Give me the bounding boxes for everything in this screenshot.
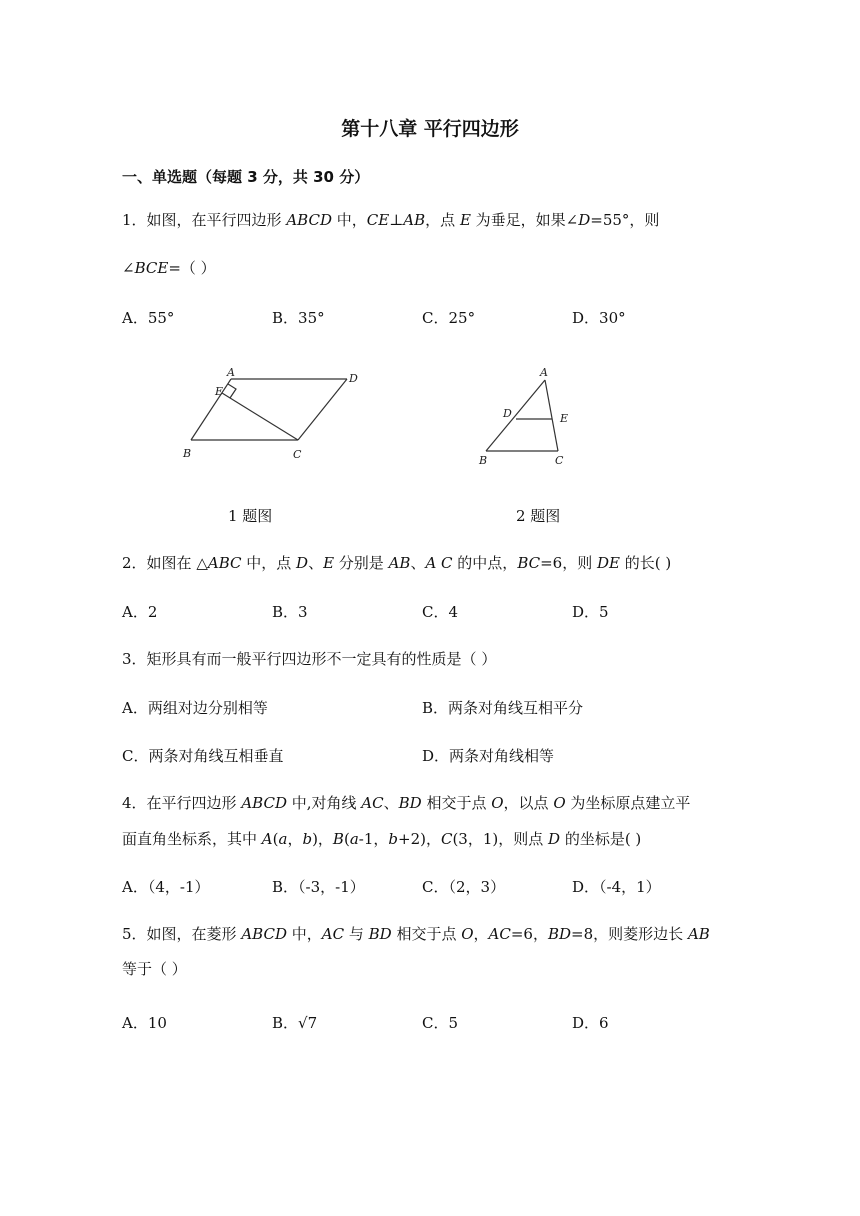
text-run: 相交于点	[421, 794, 492, 812]
question-2-line-1	[122, 553, 671, 573]
figure-1-parallelogram	[175, 362, 375, 472]
label-a: A	[540, 366, 548, 379]
question-number: 5．	[122, 925, 147, 943]
question-3-line-1	[122, 649, 496, 669]
math-var: b	[388, 830, 398, 848]
text-run: ，以点	[503, 794, 554, 812]
side-ac	[545, 380, 558, 451]
math-var: A	[261, 830, 273, 848]
text-run: 中,对角线	[286, 794, 362, 812]
option-b: B．√7	[272, 1014, 318, 1032]
label-d: D	[503, 407, 512, 420]
math-var: CE	[366, 211, 390, 229]
math-var: a	[278, 830, 288, 848]
text-run: ，	[473, 925, 489, 943]
label-a: A	[227, 366, 235, 379]
option-b: B．（-3，-1）	[272, 878, 365, 896]
option-d: D．6	[572, 1014, 609, 1032]
text-run: 矩形具有而一般平行四边形不一定具有的性质是（ ）	[146, 650, 497, 668]
math-var: ABCD	[241, 794, 287, 812]
text-run: 的坐标是( )	[560, 830, 642, 848]
side-ab	[486, 380, 545, 451]
question-1-line-2	[122, 258, 216, 278]
text-run: (3，1)，则点	[452, 830, 549, 848]
text-run: =6，	[510, 925, 548, 943]
text-run: (	[272, 830, 279, 848]
text-run: 为坐标原点建立平	[565, 794, 691, 812]
math-var: A C	[425, 554, 453, 572]
text-run: 如图在 △	[146, 554, 208, 572]
option-a: A．10	[122, 1014, 167, 1032]
option-d: D．5	[572, 603, 609, 621]
math-var: O	[461, 925, 474, 943]
section-heading: 一、单选题（每题 3 分，共 30 分）	[122, 168, 370, 186]
math-var: ABCD	[286, 211, 332, 229]
math-var: O	[553, 794, 566, 812]
math-var: BD	[368, 925, 392, 943]
question-4-line-2	[122, 829, 641, 849]
math-var: AC	[488, 925, 511, 943]
math-var: AC	[361, 794, 384, 812]
question-number: 1．	[122, 211, 147, 229]
math-var: E	[459, 211, 471, 229]
label-e: E	[560, 412, 569, 425]
text-run: 相交于点	[391, 925, 462, 943]
option-a: A．两组对边分别相等	[122, 699, 268, 717]
text-run: 的中点，	[452, 554, 518, 572]
text-run: 分别是	[334, 554, 389, 572]
figure-2-triangle	[475, 362, 585, 472]
math-var: D	[578, 211, 591, 229]
math-var: BD	[398, 794, 422, 812]
question-number: 3．	[122, 650, 147, 668]
right-angle-mark	[228, 384, 236, 398]
math-var: D	[548, 830, 561, 848]
text-run: -1，	[358, 830, 389, 848]
option-d: D．30°	[572, 309, 626, 327]
math-var: BD	[547, 925, 572, 943]
option-b: B．3	[272, 603, 308, 621]
option-c: C．两条对角线互相垂直	[122, 747, 284, 765]
math-var: AB	[403, 211, 426, 229]
math-var: AB	[388, 554, 411, 572]
math-var: O	[491, 794, 504, 812]
text-run: 中，	[286, 925, 322, 943]
text-run: ∠	[122, 259, 135, 277]
text-run: 在平行四边形	[146, 794, 242, 812]
option-c: C．4	[422, 603, 459, 621]
question-number: 4．	[122, 794, 147, 812]
text-run: =8，则菱形边长	[571, 925, 688, 943]
math-var: BCE	[134, 259, 169, 277]
math-var: DE	[596, 554, 620, 572]
page-title: 第十八章 平行四边形	[341, 118, 519, 140]
text-run: (	[343, 830, 350, 848]
question-number: 2．	[122, 554, 147, 572]
text-run: 与	[344, 925, 369, 943]
label-c: C	[293, 448, 302, 461]
text-run: 、	[410, 554, 426, 572]
figure-1-caption: 1 题图	[228, 507, 273, 525]
math-var: B	[332, 830, 344, 848]
figure-2-caption: 2 题图	[516, 507, 561, 525]
math-var: a	[349, 830, 359, 848]
text-run: )，	[312, 830, 333, 848]
question-5-line-1	[122, 924, 710, 944]
text-run: 面直角坐标系，其中	[122, 830, 262, 848]
text-run: 、	[383, 794, 399, 812]
math-var: AB	[687, 925, 710, 943]
text-run: =（ ）	[168, 259, 216, 277]
option-d: D．（-4，1）	[572, 878, 661, 896]
text-run: 为垂足，如果∠	[470, 211, 579, 229]
option-c: C．5	[422, 1014, 459, 1032]
math-var: BC	[517, 554, 541, 572]
option-b: B．两条对角线互相平分	[422, 699, 584, 717]
text-run: 、	[308, 554, 324, 572]
math-var: b	[302, 830, 313, 848]
text-run: ，	[287, 830, 303, 848]
text-run: 中，点	[241, 554, 297, 572]
math-var: ABCD	[241, 925, 287, 943]
text-run: 如图，在平行四边形	[146, 211, 287, 229]
math-var: D	[296, 554, 309, 572]
question-1-line-1	[122, 210, 659, 230]
label-e: E	[215, 385, 224, 398]
option-d: D．两条对角线相等	[422, 747, 555, 765]
text-run: =55°，则	[590, 211, 660, 229]
text-run: =6，则	[540, 554, 597, 572]
option-a: A．55°	[122, 309, 175, 327]
text-run: 如图，在菱形	[146, 925, 242, 943]
label-b: B	[183, 447, 192, 460]
math-var: AC	[321, 925, 345, 943]
math-var: C	[440, 830, 453, 848]
option-a: A．2	[122, 603, 158, 621]
text-run: ⊥	[389, 211, 404, 229]
question-5-line-2: 等于（ ）	[122, 960, 187, 978]
option-b: B．35°	[272, 309, 325, 327]
label-c: C	[555, 454, 564, 467]
math-var: E	[323, 554, 335, 572]
side-dc	[298, 379, 347, 440]
question-4-line-1	[122, 793, 690, 813]
text-run: ，点	[425, 211, 460, 229]
side-ab	[191, 379, 231, 440]
segment-ce	[222, 393, 298, 440]
text-run: 的长( )	[619, 554, 672, 572]
text-run: 中，	[331, 211, 367, 229]
label-d: D	[349, 372, 358, 385]
option-a: A．（4，-1）	[122, 878, 210, 896]
label-b: B	[479, 454, 488, 467]
option-c: C．25°	[422, 309, 476, 327]
text-run: +2)，	[398, 830, 441, 848]
math-var: ABC	[207, 554, 242, 572]
option-c: C．（2，3）	[422, 878, 506, 896]
